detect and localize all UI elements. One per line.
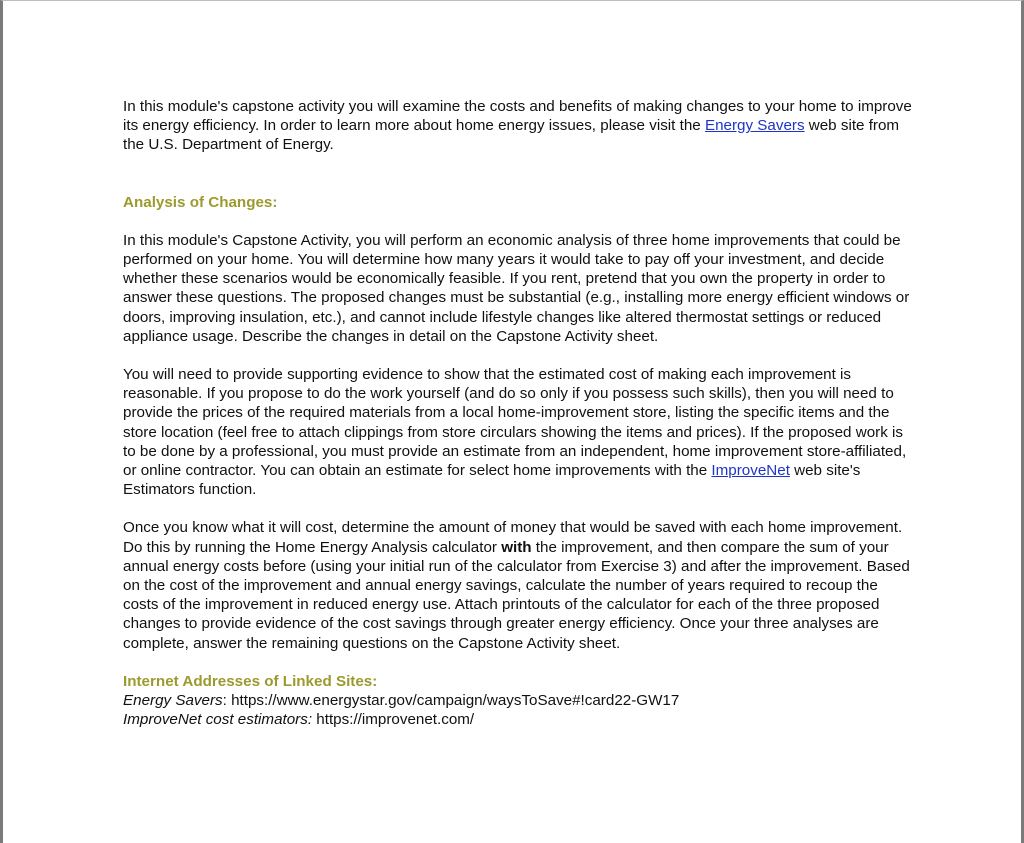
- paragraph-3-text: Once you know what it will cost, determine the amount of money that would be saved with each home improvement. Do this by running the Home Energy Analysis calculator: [123, 519, 903, 556]
- analysis-paragraph-1: In this module's Capstone Activity, you will perform an economic analysis of three home improvements that could be performed on your home. You will determine how many years it would take to pay off your investment, and decide whether these scenarios would be economically feasible. If you rent, pretend that you own the property in order to answer these questions. The proposed changes must be substantial (e.g., installing more energy efficient windows or doors, improving insulation, etc.), and cannot include lifestyle changes like altered thermostat settings or reduced appliance usage. Describe the changes in detail on the Capstone Activity sheet.: [123, 231, 910, 345]
- intro-paragraph: [123, 97, 913, 155]
- document-body: [123, 97, 913, 729]
- linked-site-energy-savers: [123, 691, 913, 710]
- analysis-heading: Analysis of Changes:: [123, 193, 278, 211]
- paragraph-2-text: You will need to provide supporting evidence to show that the estimated cost of making each improvement is reasonable. If you propose to do the work yourself (and do so only if you possess such skills), then you will need to provide the prices of the required materials from a local home-improvement store, listing the specific items and the store location (feel free to attach clippings from store circulars showing the items and prices). If the proposed work is to be done by a professional, you must provide an estimate from an independent, home improvement store-affiliated, or online contractor. You can obtain an estimate for select home improvements with the: [123, 366, 907, 480]
- emphasis-with: with: [501, 538, 532, 556]
- analysis-paragraph-3: [123, 518, 913, 652]
- linked-site-url[interactable]: https://www.energystar.gov/campaign/waysToSave#!card22-GW17: [231, 692, 680, 710]
- linked-site-url[interactable]: https://improvenet.com/: [316, 711, 475, 729]
- energy-savers-link[interactable]: Energy Savers: [704, 117, 805, 135]
- paragraph-2-text-end: web site's Estimators function.: [123, 462, 861, 499]
- intro-text: In this module's capstone activity you will examine the costs and benefits of making changes to your home to improve its energy efficiency. In order to learn more about home energy issues, please visit the: [123, 98, 912, 135]
- intro-text-end: web site from the U.S. Department of Energy.: [123, 117, 900, 154]
- analysis-paragraph-2: [123, 365, 913, 499]
- linked-site-label: Energy Savers: [123, 692, 223, 710]
- linked-site-separator: :: [222, 692, 232, 710]
- improvenet-link[interactable]: ImproveNet: [711, 462, 790, 480]
- linked-sites-heading: Internet Addresses of Linked Sites:: [123, 672, 378, 690]
- linked-site-label: ImproveNet cost estimators:: [123, 711, 313, 729]
- paragraph-3-text-end: the improvement, and then compare the sum of your annual energy costs before (using your initial run of the calculator from Exercise 3) and after the improvement. Based on the cost of the improvement and annual energy savings, calculate the number of years required to recoup the costs of the improvement in reduced energy use. Attach printouts of the calculator for each of the three proposed changes to provide evidence of the cost savings through greater energy efficiency. Once your three analyses are complete, answer the remaining questions on the Capstone Activity sheet.: [123, 538, 910, 652]
- linked-site-improvenet: [123, 710, 913, 729]
